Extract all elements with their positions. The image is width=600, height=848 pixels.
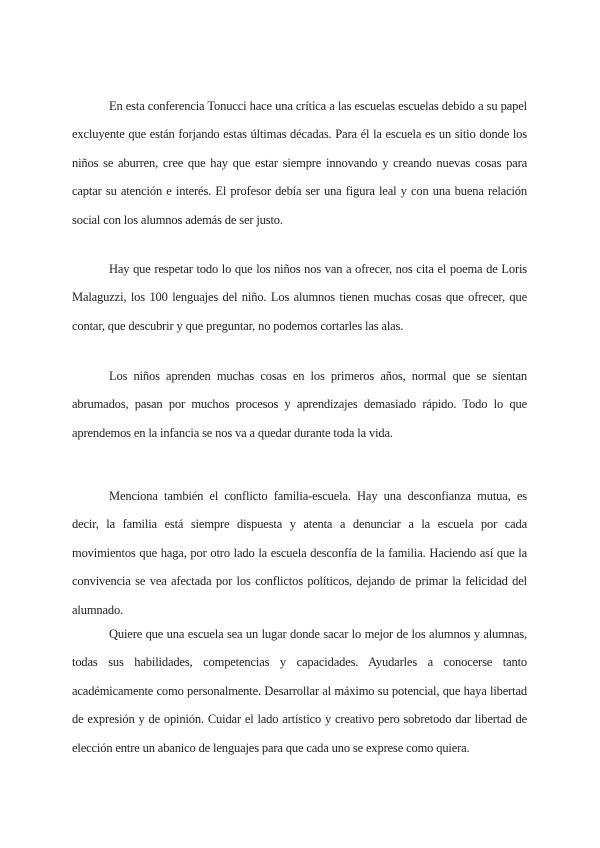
paragraph-tonucci-critique: En esta conferencia Tonucci hace una crítica a las escuelas escuelas debido a su papel excluyente que están forjando estas últimas décadas. Para él la escuela es un sitio donde los niños se aburren, cree que hay que estar siempre innovando y creando nuevas cosas para captar su atención e interés. El profesor debía ser una figura leal y con una buena relación social con los alumnos además de ser justo. [72,99,527,227]
paragraph-ideal-school: Quiere que una escuela sea un lugar donde sacar lo mejor de los alumnos y alumnas, todas sus habilidades, competencias y capacidades. Ayudarles a conocerse tanto académicamente como personalmente. Desarrollar al máximo su potencial, que haya libertad de expresión y de opinión. Cuidar el lado artístico y creativo pero sobretodo dar libertad de elección entre un abanico de lenguajes para que cada uno se exprese como quiera. [72,627,527,755]
paragraph-early-learning: Los niños aprenden muchas cosas en los primeros años, normal que se sientan abrumados, pasan por muchos procesos y aprendizajes demasiado rápido. Todo lo que aprendemos en la infancia se nos va a quedar durante toda la vida. [72,369,527,440]
paragraph-family-school-conflict: Menciona también el conflicto familia-escuela. Hay una desconfianza mutua, es decir, la familia está siempre dispuesta y atenta a denunciar a la escuela por cada movimientos que haga, por otro lado la escuela desconfía de la familia. Haciendo así que la convivencia se vea afectada por los conflictos políticos, dejando de primar la felicidad del alumnado. [72,489,527,617]
paragraph-respect-children: Hay que respetar todo lo que los niños nos van a ofrecer, nos cita el poema de Loris Malaguzzi, los 100 lenguajes del niño. Los alumnos tienen muchas cosas que ofrecer, que contar, que descubrir y que preguntar, no podemos cortarles las alas. [72,262,527,333]
